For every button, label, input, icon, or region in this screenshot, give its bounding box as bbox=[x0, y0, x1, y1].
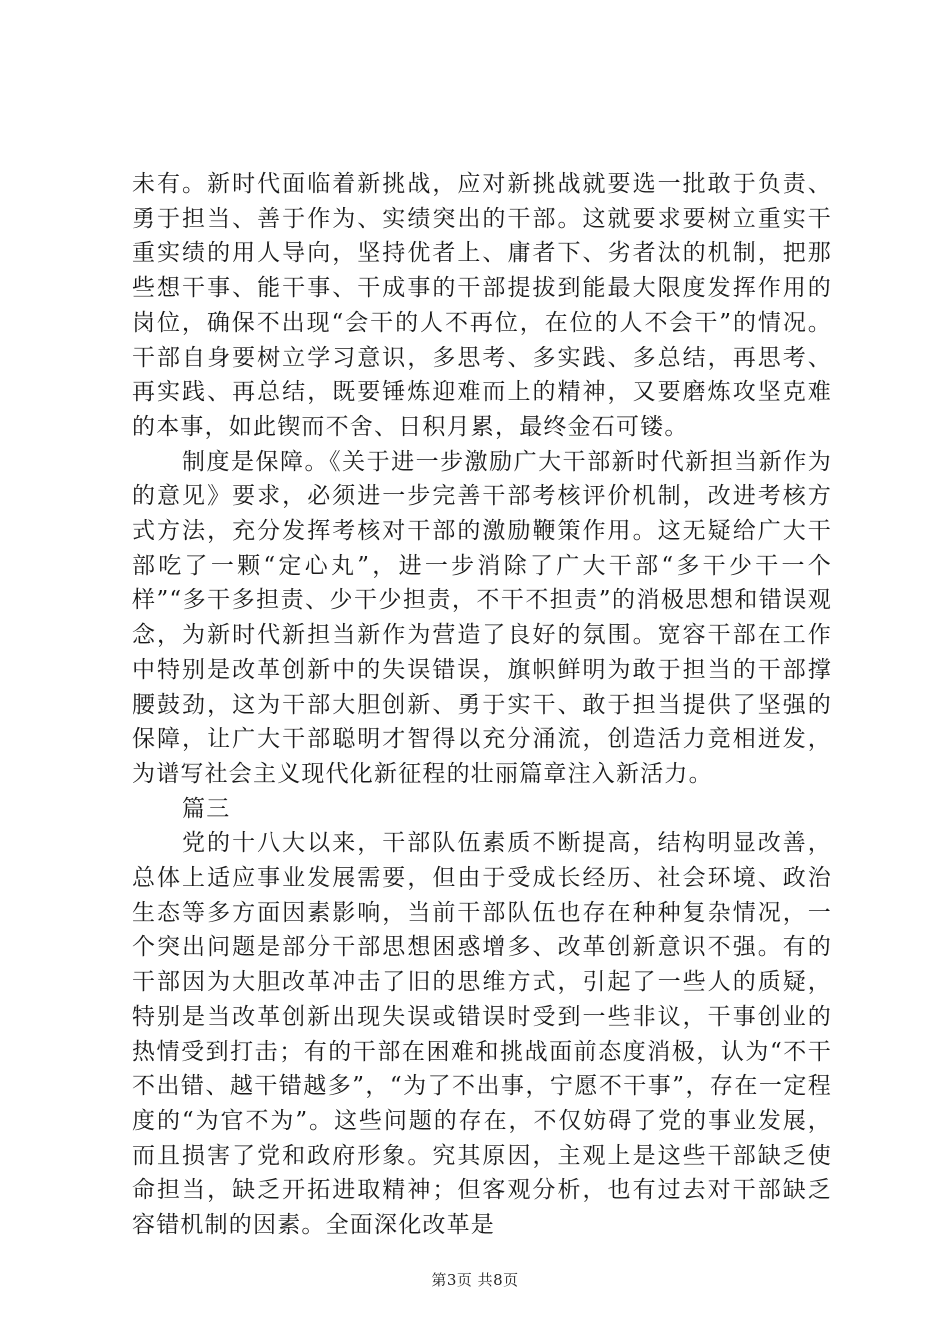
section-heading: 篇三 bbox=[182, 795, 231, 822]
body-paragraph-institution: 制度是保障。《关于进一步激励广大干部新时代新担当新作为的意见》要求，必须进一步完善干部考核评价机制，改进考核方式方法，充分发挥考核对干部的激励鞭策作用。这无疑给广大干部吃了一颗“定心丸”，进一步消除了广大干部“多干少干一个样”“多干多担责、少干少担责，不干不担责”的消极思想和错误观念，为新时代新担当新作为营造了良好的氛围。宽容干部在工作中特别是改革创新中的失误错误，旗帜鲜明为敢于担当的干部撑腰鼓劲，这为干部大胆创新、勇于实干、敢于担当提供了坚强的保障，让广大干部聪明才智得以充分涌流，创造活力竞相迸发，为谱写社会主义现代化新征程的壮丽篇章注入新活力。 bbox=[132, 448, 832, 787]
page-footer: 第3页 共8页 bbox=[431, 1271, 519, 1289]
body-paragraph-continued: 未有。新时代面临着新挑战，应对新挑战就要选一批敢于负责、勇于担当、善于作为、实绩突出的干部。这就要求要树立重实干重实绩的用人导向，坚持优者上、庸者下、劣者汰的机制，把那些想干事、能干事、干成事的干部提拔到能最大限度发挥作用的岗位，确保不出现“会干的人不再位，在位的人不会干”的情况。干部自身要树立学习意识，多思考、多实践、多总结，再思考、再实践、再总结，既要锤炼迎难而上的精神，又要磨炼攻坚克难的本事，如此锲而不舍、日积月累，最终金石可镂。 bbox=[132, 171, 832, 440]
body-paragraph-section-three: 党的十八大以来，干部队伍素质不断提高，结构明显改善，总体上适应事业发展需要，但由于受成长经历、社会环境、政治生态等多方面因素影响，当前干部队伍也存在种种复杂情况，一个突出问题是部分干部思想困惑增多、改革创新意识不强。有的干部因为大胆改革冲击了旧的思维方式，引起了一些人的质疑，特别是当改革创新出现失误或错误时受到一些非议，干事创业的热情受到打击；有的干部在困难和挑战面前态度消极，认为“不干不出错、越干错越多”，“为了不出事，宁愿不干事”，存在一定程度的“为官不为”。这些问题的存在，不仅妨碍了党的事业发展，而且损害了党和政府形象。究其原因，主观上是这些干部缺乏使命担当，缺乏开拓进取精神；但客观分析，也有过去对干部缺乏容错机制的因素。全面深化改革是 bbox=[132, 830, 832, 1239]
document-body bbox=[132, 167, 832, 1243]
